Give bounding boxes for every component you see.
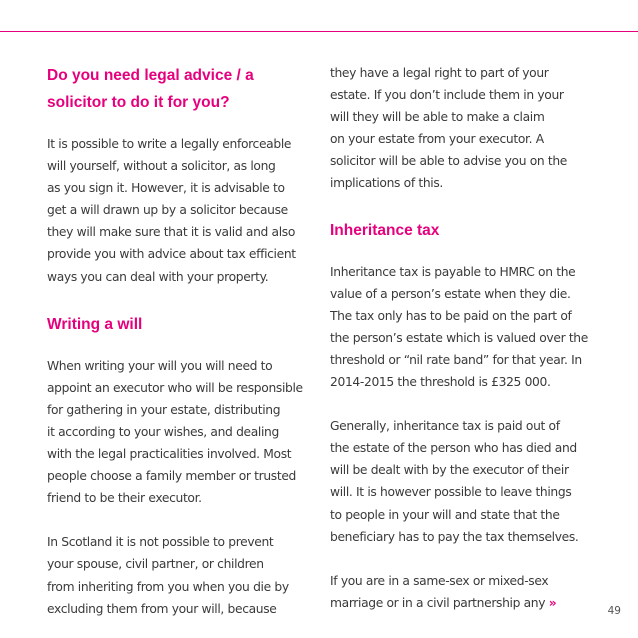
text-line: Inheritance tax is payable to HMRC on the (330, 264, 576, 279)
text-line: they will make sure that it is valid and also (47, 225, 296, 240)
heading-writing-a-will: Writing a will (47, 315, 143, 333)
text-line: value of a person’s estate when they die. (330, 286, 571, 301)
text-line: provide you with advice about tax efficient (47, 247, 296, 262)
text-line: they have a legal right to part of your (330, 66, 549, 80)
heading-legal-advice (47, 62, 315, 116)
paragraph-executor (47, 355, 315, 510)
text-line: on your estate from your executor. A (330, 132, 544, 147)
text-line: will. It is however possible to leave things (330, 485, 572, 500)
text-line: Generally, inheritance tax is paid out of (330, 419, 560, 434)
paragraph-scotland (47, 531, 315, 619)
text-line: the person’s estate which is valued over the (330, 330, 588, 345)
paragraph-legal-right (330, 62, 602, 195)
text-line: as you sign it. However, it is advisable to (47, 181, 285, 196)
text-line: In Scotland it is not possible to prevent (47, 535, 274, 550)
paragraph-marriage (330, 570, 602, 614)
heading-inheritance-tax: Inheritance tax (330, 221, 440, 239)
text-line: The tax only has to be paid on the part of (330, 308, 572, 323)
text-line: 2014-2015 the threshold is £325 000. (330, 375, 551, 390)
text-line: beneficiary has to pay the tax themselves. (330, 529, 579, 544)
text-line-last (330, 592, 602, 614)
text-line: your spouse, civil partner, or children (47, 557, 264, 572)
text-line: it according to your wishes, and dealing (47, 424, 279, 439)
text-line: ways you can deal with your property. (47, 269, 269, 284)
text-line: to people in your will and state that the (330, 507, 560, 522)
text-line: appoint an executor who will be responsible (47, 380, 303, 395)
heading-line: solicitor to do it for you? (47, 94, 230, 111)
paragraph-generally (330, 415, 602, 548)
continue-arrow-icon: » (548, 595, 557, 610)
text-line: for gathering in your estate, distributing (47, 402, 281, 417)
text-line: implications of this. (330, 176, 443, 191)
page-number: 49 (607, 605, 621, 617)
top-divider-line (0, 31, 638, 32)
text-line: It is possible to write a legally enforceable (47, 137, 292, 151)
text-line: When writing your will you will need to (47, 358, 273, 373)
text-line: will they will be able to make a claim (330, 110, 545, 125)
text-line: If you are in a same-sex or mixed-sex (330, 573, 549, 588)
right-column (330, 62, 602, 614)
text-line: the estate of the person who has died and (330, 441, 577, 456)
text-line: with the legal practicalities involved. Most (47, 447, 292, 462)
text-line: solicitor will be able to advise you on the (330, 154, 568, 169)
text-line: excluding them from your will, because (47, 601, 277, 616)
heading-line: Do you need legal advice / a (47, 67, 254, 84)
paragraph-hmrc (330, 261, 602, 394)
left-column (47, 62, 315, 620)
text-line: will be dealt with by the executor of their (330, 463, 569, 478)
text-line: friend to be their executor. (47, 491, 202, 506)
text-fragment: marriage or in a civil partnership any (330, 595, 546, 610)
text-line: from inheriting from you when you die by (47, 579, 289, 594)
text-line: people choose a family member or trusted (47, 469, 296, 484)
text-line: threshold or “nil rate band” for that year. In (330, 352, 582, 367)
text-line: will yourself, without a solicitor, as long (47, 159, 276, 174)
text-line: get a will drawn up by a solicitor because (47, 203, 288, 218)
text-line: estate. If you don’t include them in your (330, 88, 564, 103)
paragraph-legal-advice (47, 133, 315, 288)
